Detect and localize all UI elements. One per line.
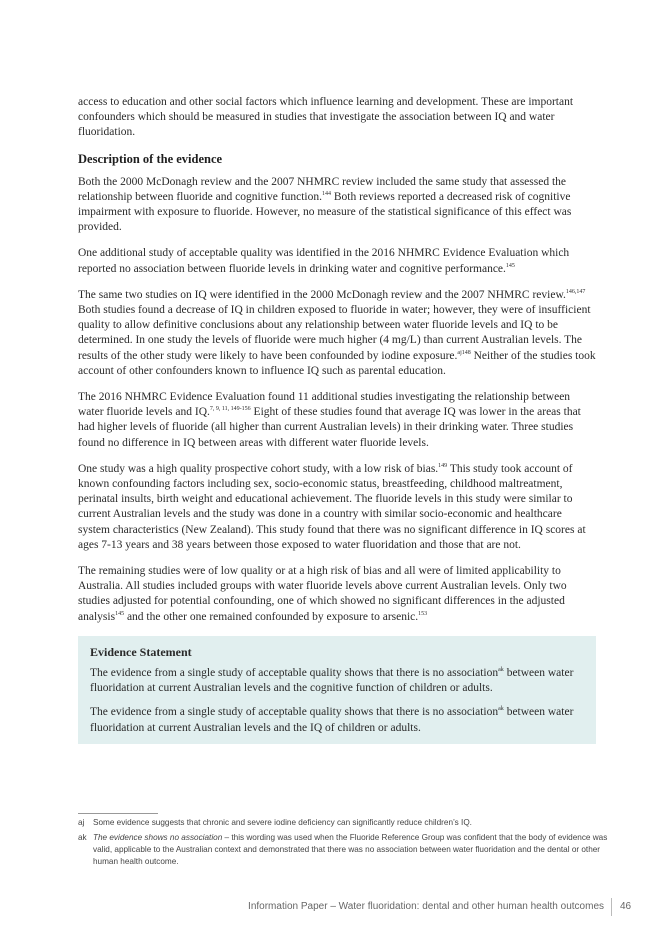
text: One additional study of acceptable quality was identified in the 2016 NHMRC Evidence Evaluation which reported no association between fluoride levels in drinking water and cognitive performance.: [78, 247, 570, 275]
text: The 2016 NHMRC Evidence Evaluation found 11 additional studies investigating the relationship between water fluoride levels and IQ.: [78, 391, 571, 419]
paragraph-4: [78, 390, 596, 451]
footnote-divider: [78, 813, 158, 814]
main-content: [78, 95, 596, 744]
text: Eight of these studies found that average IQ was lower in the areas that had higher levels of fluoride (all higher than current Australian levels) in their drinking water. Three studies found no difference in IQ between areas with different water fluoride levels.: [78, 406, 581, 449]
text: One study was a high quality prospective cohort study, with a low risk of bias.: [78, 462, 439, 475]
paragraph-3: [78, 288, 596, 379]
page-number: 46: [620, 901, 632, 912]
footer-divider: [611, 898, 612, 916]
text: Both reviews reported a decreased risk of cognitive impairment with exposure to fluoride. However, no measure of the statistical significance of this effect was provided.: [78, 190, 572, 234]
paragraph-6: [78, 564, 596, 625]
text: between water fluoridation at current Australian levels and the IQ of children or adults.: [90, 706, 574, 734]
text: and the other one remained confounded by exposure to arsenic.: [124, 610, 419, 623]
section-heading: Description of the evidence: [78, 151, 223, 166]
paragraph-2: [78, 246, 596, 276]
evidence-statement-box: [78, 636, 596, 744]
reference: 146,147: [565, 289, 586, 295]
text: The remaining studies were of low quality or at a high risk of bias and all were of limited applicability to Australia. All studies included groups with water fluoride levels above current Australian levels. Only two studies adjusted for potential confounding, one of which showed no significant differences in the adjusted analysis: [78, 565, 567, 623]
footnote-reference: ak: [498, 667, 504, 674]
reference: 145: [115, 610, 125, 617]
text: The evidence from a single study of acceptable quality shows that there is no association: [90, 666, 499, 679]
footnote-key: ak: [78, 833, 87, 842]
page-footer: [0, 898, 662, 918]
text: Neither of the studies took account of other confounders known to influence IQ such as parental education.: [78, 349, 596, 377]
text: The same two studies on IQ were identified in the 2000 McDonagh review and the 2007 NHMRC review.: [78, 288, 566, 301]
reference: 7, 9, 11, 149-156: [209, 406, 251, 413]
footnote-reference: ak: [498, 706, 504, 713]
reference: 149: [438, 463, 448, 470]
footnote-ak: [78, 832, 608, 868]
footnotes: [78, 813, 608, 871]
footnote-text: [93, 832, 608, 868]
evidence-statement-title: Evidence Statement: [90, 644, 192, 659]
text: This study took account of known confounding factors including sex, socio-economic status, breastfeeding, childhood maltreatment, perinatal insults, birth weight and educational achievement. The fluoride levels in this study were similar to current Australian levels and the study was done in a country with similar socio-economic and healthcare system characteristics (New Zealand). This study found that there was no significant difference in IQ scores at ages 7-13 years and 38 years between those exposed to water fluoridation and those that are not.: [78, 462, 586, 551]
footer-title: Information Paper – Water fluoridation: dental and other human health outcomes: [248, 901, 604, 912]
footnote-emphasis: The evidence shows no association: [93, 833, 223, 842]
text: Both studies found a decrease of IQ in children exposed to fluoride in water; however, they were of insufficient quality to allow definitive conclusions about any relationship between water fluoride levels and IQ to be determined. In one study the levels of fluoride were much higher (4 mg/L) than current Australian levels. The results of the other study were likely to have been confounded by iodine exposure.: [78, 304, 591, 362]
footnote-text: Some evidence suggests that chronic and severe iodine deficiency can significantly reduce children’s IQ.: [93, 818, 472, 827]
paragraph-1: [78, 175, 596, 236]
reference: 145: [505, 262, 515, 269]
text: The evidence from a single study of acceptable quality shows that there is no association: [90, 706, 499, 719]
footnote-aj: [78, 817, 608, 829]
reference: 153: [418, 610, 428, 617]
paragraph-5: [78, 462, 596, 553]
evidence-statement-1: [90, 666, 584, 696]
evidence-statement-2: [90, 705, 584, 735]
reference: aj148: [457, 349, 471, 356]
text: Both the 2000 McDonagh review and the 2007 NHMRC review included the same study that assessed the relationship between fluoride and cognitive function.: [78, 175, 567, 203]
footnote-body: – this wording was used when the Fluoride Reference Group was confident that the body of evidence was valid, applicable to the Australian context and demonstrated that there was no association between water fluoridation and the dental or other human health outcome.: [93, 833, 608, 866]
text: between water fluoridation at current Australian levels and the cognitive function of children or adults.: [90, 666, 574, 695]
footnote-key: aj: [78, 818, 85, 827]
reference: 144: [321, 190, 331, 197]
intro-paragraph: access to education and other social factors which influence learning and development. These are important confounders which should be measured in studies that investigate the association between IQ and water fluoridation.: [78, 96, 574, 139]
